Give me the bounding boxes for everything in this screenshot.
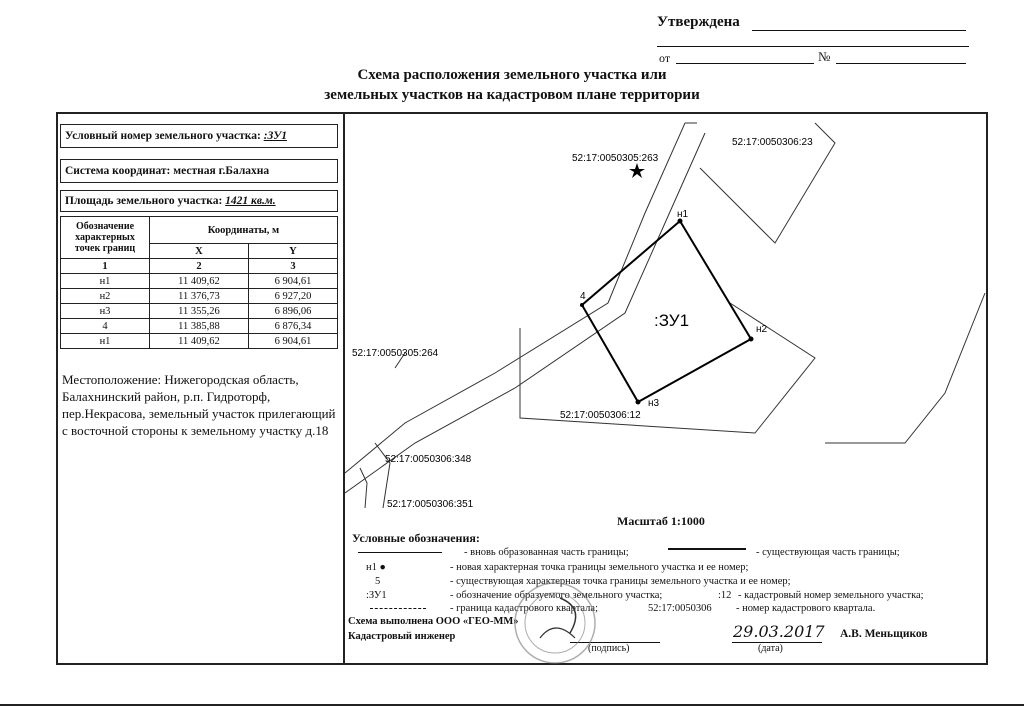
legend-new-point: - новая характерная точка границы земельного участка и ее номер; — [450, 562, 749, 573]
y-cell: 6 896,06 — [248, 304, 337, 319]
coord-system-box — [60, 159, 338, 183]
y-cell: 6 904,61 — [248, 274, 337, 289]
col-num-3: 3 — [248, 259, 337, 274]
point-label-n2: н2 — [756, 324, 768, 335]
x-cell: 11 355,26 — [150, 304, 249, 319]
parcel-number-label: Условный номер земельного участка: — [65, 130, 261, 142]
parcel-351-boundary — [360, 468, 367, 508]
number-label: № — [818, 49, 831, 64]
point-label-4: 4 — [580, 291, 586, 302]
engineer-name: А.В. Меньщиков — [840, 628, 928, 640]
document-title-line2: земельных участков на кадастровом плане территории — [324, 87, 700, 103]
coordinates-table — [60, 216, 338, 349]
point-n2-marker — [749, 337, 754, 342]
legend-title: Условные обозначения: — [352, 531, 480, 545]
point-cell: н2 — [61, 289, 150, 304]
point-n3-marker — [636, 400, 641, 405]
signature-caption: (подпись) — [588, 643, 630, 654]
road-edge-lower — [345, 133, 705, 493]
parcel-label: :ЗУ1 — [654, 311, 690, 330]
legend-cadnum-desc: - кадастровый номер земельного участка; — [738, 590, 924, 601]
document-title-line1: Схема расположения земельного участка или — [357, 67, 667, 83]
engineer-label: Кадастровый инженер — [348, 631, 456, 642]
cadastral-map — [345, 113, 987, 513]
east-boundary — [825, 293, 985, 443]
number-line — [836, 63, 966, 64]
approved-label: Утверждена — [657, 14, 740, 30]
table-row — [61, 304, 338, 319]
x-cell: 11 385,88 — [150, 319, 249, 334]
point-cell: н1 — [61, 274, 150, 289]
y-header: Y — [248, 244, 337, 259]
legend-quarter-desc: - номер кадастрового квартала. — [736, 603, 876, 614]
legend-new-point-symbol-text: н1 — [366, 562, 377, 573]
legend-existing-point-symbol: 5 — [375, 576, 381, 587]
approved-line-2 — [657, 46, 969, 47]
cad-label-264: 52:17:0050305:264 — [352, 348, 439, 359]
approved-line — [752, 30, 966, 31]
parcel-number-box — [60, 124, 338, 148]
cad-label-23: 52:17:0050306:23 — [732, 137, 813, 148]
scale-label: Масштаб 1:1000 — [617, 514, 705, 528]
parcel-number-value: :ЗУ1 — [263, 130, 287, 142]
x-header: X — [150, 244, 249, 259]
legend-quarter-boundary: - граница кадастрового квартала; — [450, 603, 598, 614]
legend-quarter-symbol: 52:17:0050306 — [648, 603, 712, 614]
table-row — [61, 289, 338, 304]
y-cell: 6 876,34 — [248, 319, 337, 334]
page-bottom-rule — [0, 704, 1024, 706]
point-cell: 4 — [61, 319, 150, 334]
legend-parcel-symbol: :ЗУ1 — [366, 590, 387, 601]
x-cell: 11 409,62 — [150, 274, 249, 289]
point-label-n1: н1 — [677, 209, 689, 220]
legend-existing-boundary: - существующая часть границы; — [756, 547, 900, 558]
coord-system-label: Система координат: местная г.Балахна — [65, 165, 270, 177]
point-header: Обозначение характерных точек границ — [61, 217, 150, 259]
y-cell: 6 927,20 — [248, 289, 337, 304]
point-4-marker — [580, 303, 584, 307]
x-cell: 11 409,62 — [150, 334, 249, 349]
legend-quarter-line — [370, 608, 426, 609]
area-value: 1421 кв.м. — [225, 195, 276, 207]
cad-label-351: 52:17:0050306:351 — [387, 499, 474, 510]
legend-cadnum-symbol: :12 — [718, 590, 732, 601]
legend-parcel-desc: - обозначение образуемого земельного участка; — [450, 590, 663, 601]
cad-label-263: 52:17:0050305:263 — [572, 153, 659, 164]
date-caption: (дата) — [758, 643, 783, 654]
from-label: от — [659, 51, 671, 65]
table-row — [61, 334, 338, 349]
col-num-1: 1 — [61, 259, 150, 274]
legend-new-boundary-line — [358, 552, 442, 553]
cad-label-348: 52:17:0050306:348 — [385, 454, 472, 465]
y-cell: 6 904,61 — [248, 334, 337, 349]
area-label: Площадь земельного участка: — [65, 195, 223, 207]
location-text: Местоположение: Нижегородская область, Балахнинский район, р.п. Гидроторф, пер.Некрасова, земельный участок прилегающий с восточной стороны к земельному участку д.18 — [62, 372, 336, 438]
legend-existing-point: - существующая характерная точка границы земельного участка и ее номер; — [450, 576, 791, 587]
point-label-n3: н3 — [648, 398, 660, 409]
coords-header: Координаты, м — [150, 217, 338, 244]
table-row — [61, 319, 338, 334]
seal-stamp-icon — [500, 578, 610, 668]
cad-label-12: 52:17:0050306:12 — [560, 410, 641, 421]
point-cell: н1 — [61, 334, 150, 349]
handwritten-date: 29.03.2017 — [733, 622, 825, 641]
col-num-2: 2 — [150, 259, 249, 274]
x-cell: 11 376,73 — [150, 289, 249, 304]
legend-existing-boundary-line — [668, 548, 746, 550]
from-date-line — [676, 63, 814, 64]
done-by-label: Схема выполнена ООО «ГЕО-ММ» — [348, 616, 519, 627]
area-box — [60, 190, 338, 212]
legend-new-point-symbol: н1 ● — [366, 562, 386, 573]
legend-new-boundary: - вновь образованная часть границы; — [464, 547, 629, 558]
point-cell: н3 — [61, 304, 150, 319]
table-row — [61, 274, 338, 289]
star-icon — [629, 163, 645, 178]
